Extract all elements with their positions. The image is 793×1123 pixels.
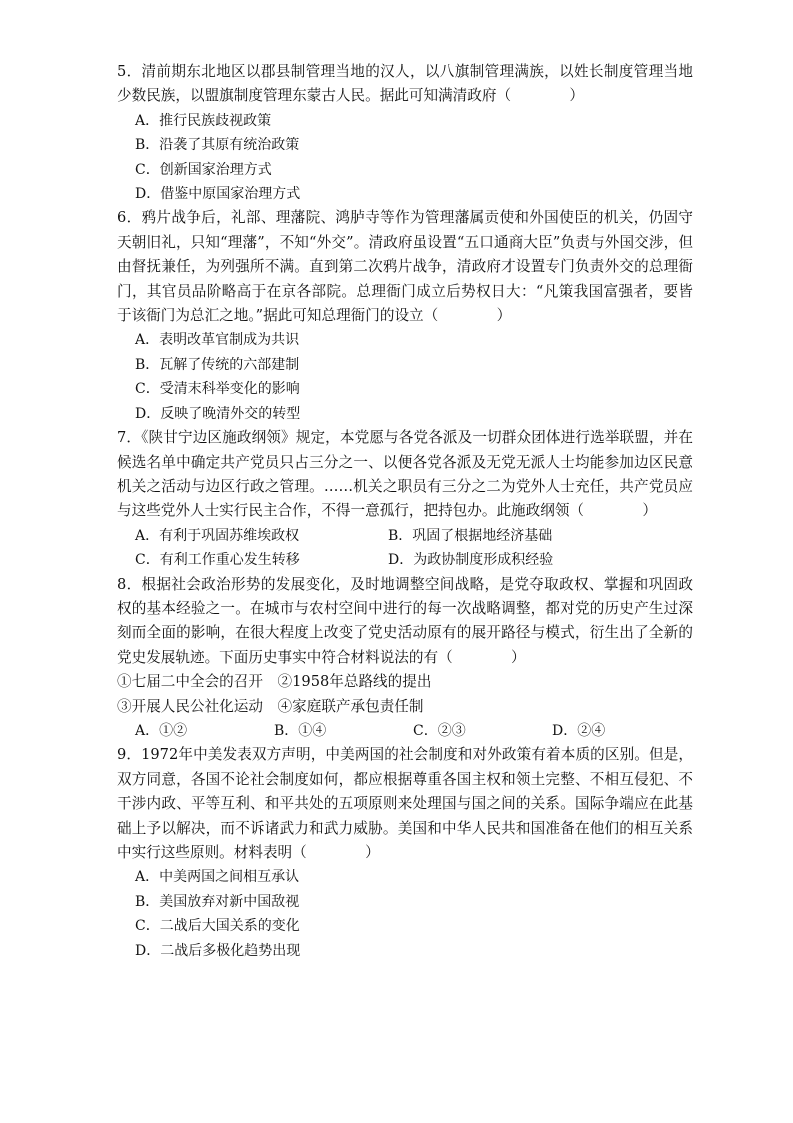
option-d: D．二战后多极化趋势出现	[135, 942, 301, 959]
question-9	[117, 743, 693, 963]
option-a: A．①②	[135, 722, 188, 739]
option-b: B．巩固了根据地经济基础	[388, 527, 553, 544]
option-c: C．创新国家治理方式	[135, 161, 272, 178]
option-b: B．瓦解了传统的六部建制	[135, 356, 300, 373]
statement-line: ①七届二中全会的召开 ②1958年总路线的提出	[117, 673, 432, 691]
question-stem: 5．清前期东北地区以郡县制管理当地的汉人，以八旗制管理满族，以姓长制度管理当地少数民族，以盟旗制度管理东蒙古人民。据此可知满清政府（ ）	[117, 63, 693, 105]
option-row	[117, 719, 693, 743]
option-a: A．推行民族歧视政策	[135, 112, 272, 129]
question-5	[117, 60, 693, 206]
option-a: A．有利于巩固苏维埃政权	[135, 527, 300, 544]
option-c: C．有利工作重心发生转移	[135, 552, 300, 569]
option-d: D．②④	[552, 722, 606, 739]
option-row	[117, 524, 693, 548]
option-d: D．反映了晚清外交的转型	[135, 405, 301, 422]
option-row	[117, 548, 693, 572]
question-7	[117, 426, 693, 572]
option-b: B．美国放弃对新中国敌视	[135, 893, 300, 910]
question-8	[117, 573, 693, 744]
question-stem: 6．鸦片战争后，礼部、理藩院、鸿胪寺等作为管理藩属贡使和外国使臣的机关，仍固守天朝旧礼，只知“理藩”，不知“外交”。清政府虽设置“五口通商大臣”负责与外国交涉，但由督抚兼任，为列强所不满。直到第二次鸦片战争，清政府才设置专门负责外交的总理衙门，其官员品阶略高于在京各部院。总理衙门成立后势权日大：“凡策我国富强者，要皆于该衙门为总汇之地。”据此可知总理衙门的设立（ ）	[117, 209, 693, 325]
option-d: D．借鉴中原国家治理方式	[135, 186, 301, 203]
option-c: C．受清末科举变化的影响	[135, 381, 300, 398]
option-a: A．表明改革官制成为共识	[135, 332, 300, 349]
question-6	[117, 206, 693, 426]
option-a: A．中美两国之间相互承认	[135, 869, 300, 886]
statement-line: ③开展人民公社化运动 ④家庭联产承包责任制	[117, 697, 424, 715]
option-c: C．②③	[413, 722, 466, 739]
question-stem: 9．1972年中美发表双方声明，中美两国的社会制度和对外政策有着本质的区别。但是，双方同意，各国不论社会制度如何，都应根据尊重各国主权和领土完整、不相互侵犯、不干涉内政、平等互利、和平共处的五项原则来处理国与国之间的关系。国际争端应在此基础上予以解决，而不诉诸武力和武力威胁。美国和中华人民共和国准备在他们的相互关系中实行这些原则。材料表明（ ）	[117, 746, 693, 861]
option-b: B．沿袭了其原有统治政策	[135, 137, 300, 154]
option-b: B．①④	[274, 722, 327, 739]
option-d: D．为政协制度形成积经验	[388, 552, 554, 569]
option-c: C．二战后大国关系的变化	[135, 918, 300, 935]
question-stem: 8．根据社会政治形势的发展变化，及时地调整空间战略，是党夺取政权、掌握和巩固政权的基本经验之一。在城市与农村空间中进行的每一次战略调整，都对党的历史产生过深刻而全面的影响，在很大程度上改变了党史活动原有的展开路径与模式，衍生出了全新的党史发展轨迹。下面历史事实中符合材料说法的有（ ）	[117, 575, 693, 666]
question-stem: 7．《陕甘宁边区施政纲领》规定，本党愿与各党各派及一切群众团体进行选举联盟，并在候选名单中确定共产党员只占三分之一、以便各党各派及无党无派人士均能参加边区民意机关之活动与边区行政之管理。……机关之职员有三分之二为党外人士充任，共产党员应与这些党外人士实行民主合作，不得一意孤行，把持包办。此施政纲领（ ）	[117, 429, 693, 520]
